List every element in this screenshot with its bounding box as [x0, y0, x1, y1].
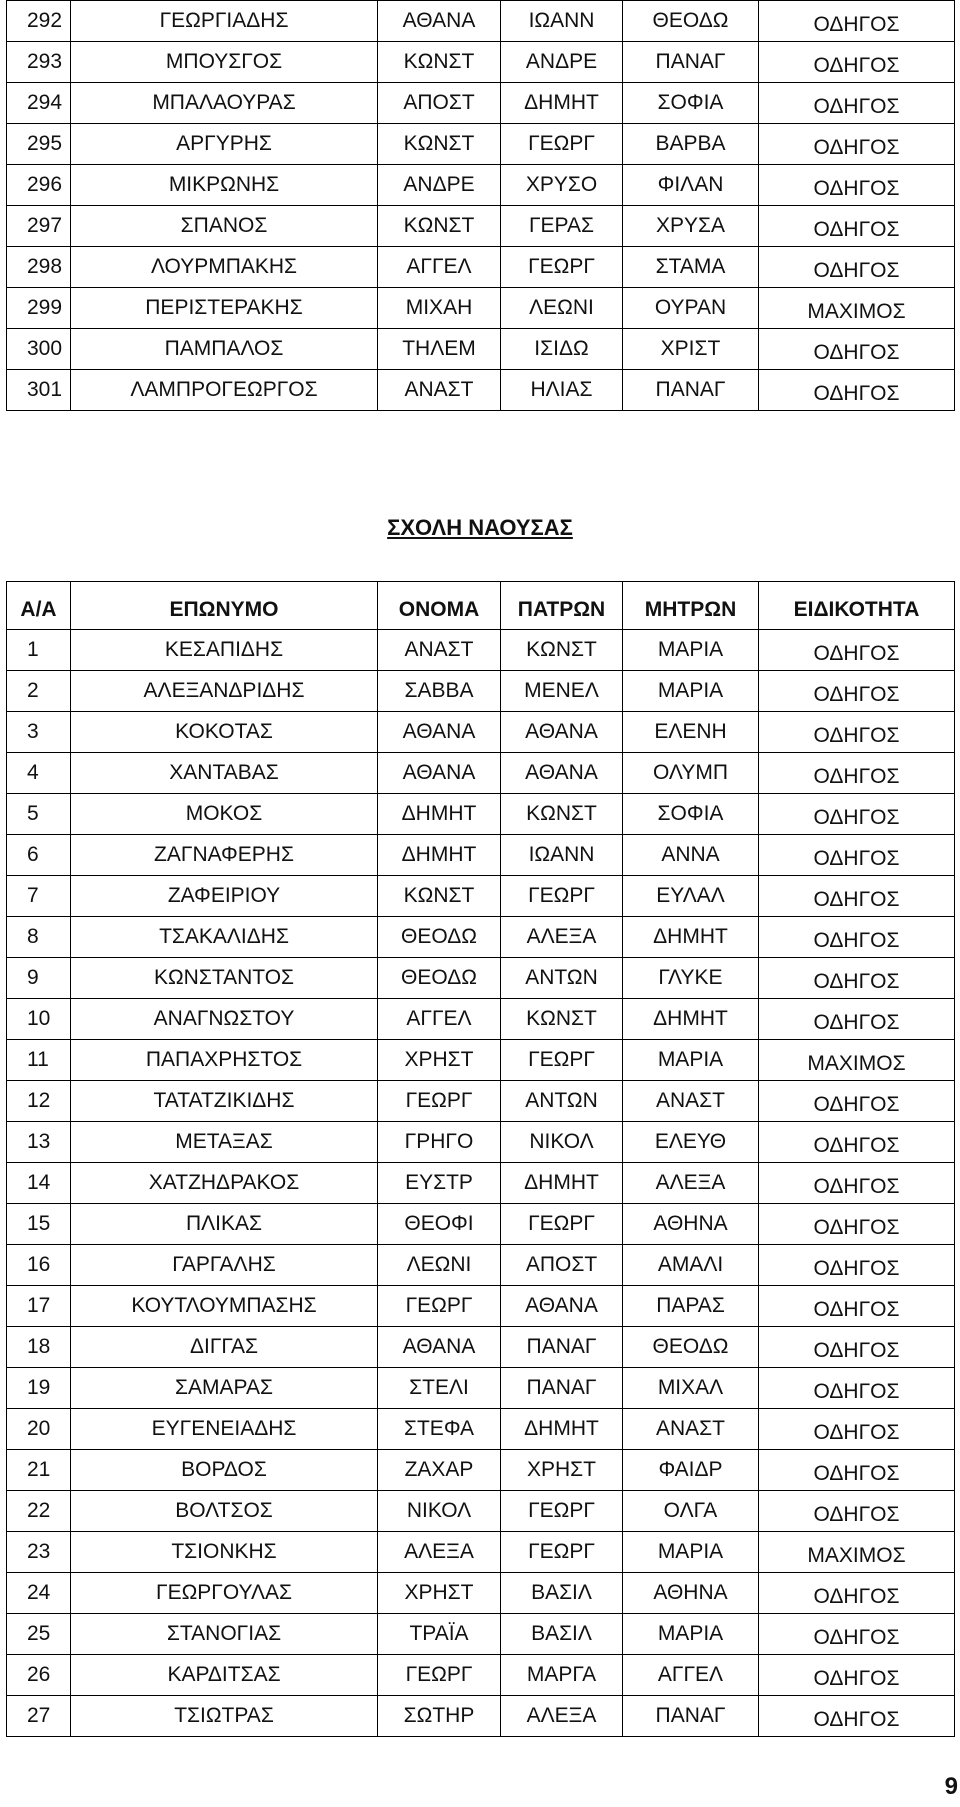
page-number: 9: [944, 1773, 958, 1800]
cell-surname: ΤΣΙΟΝΚΗΣ: [71, 1532, 378, 1573]
cell-surname: ΓΕΩΡΓΙΑΔΗΣ: [71, 1, 378, 42]
cell-first-name: ΘΕΟΔΩ: [378, 958, 501, 999]
cell-row-number: 5: [7, 794, 71, 835]
cell-row-number: 297: [7, 206, 71, 247]
cell-father-name: ΚΩΝΣΤ: [501, 630, 623, 671]
cell-specialty: ΜΑΧΙΜΟΣ: [759, 1040, 955, 1081]
cell-specialty: ΟΔΗΓΟΣ: [759, 124, 955, 165]
cell-mother-name: ΣΟΦΙΑ: [623, 794, 759, 835]
cell-mother-name: ΔΗΜΗΤ: [623, 917, 759, 958]
cell-first-name: ΧΡΗΣΤ: [378, 1573, 501, 1614]
cell-specialty: ΟΔΗΓΟΣ: [759, 1204, 955, 1245]
cell-mother-name: ΑΝΑΣΤ: [623, 1081, 759, 1122]
cell-specialty: ΟΔΗΓΟΣ: [759, 958, 955, 999]
school-table: [6, 581, 955, 1737]
cell-father-name: ΓΕΩΡΓ: [501, 1491, 623, 1532]
cell-specialty: ΟΔΗΓΟΣ: [759, 1081, 955, 1122]
cell-specialty: ΟΔΗΓΟΣ: [759, 1163, 955, 1204]
cell-mother-name: ΒΑΡΒΑ: [623, 124, 759, 165]
table-row: [7, 794, 955, 835]
table-row: [7, 1286, 955, 1327]
cell-first-name: ΑΠΟΣΤ: [378, 83, 501, 124]
cell-father-name: ΙΩΑΝΝ: [501, 835, 623, 876]
table-row: [7, 671, 955, 712]
cell-mother-name: ΣΟΦΙΑ: [623, 83, 759, 124]
cell-row-number: 6: [7, 835, 71, 876]
cell-mother-name: ΑΘΗΝΑ: [623, 1573, 759, 1614]
cell-row-number: 20: [7, 1409, 71, 1450]
cell-surname: ΜΕΤΑΞΑΣ: [71, 1122, 378, 1163]
header-row: [7, 582, 955, 630]
cell-father-name: ΧΡΥΣΟ: [501, 165, 623, 206]
cell-specialty: ΟΔΗΓΟΣ: [759, 1, 955, 42]
cell-mother-name: ΜΑΡΙΑ: [623, 630, 759, 671]
cell-mother-name: ΧΡΙΣΤ: [623, 329, 759, 370]
header-name: ΟΝΟΜΑ: [378, 582, 501, 630]
cell-father-name: ΔΗΜΗΤ: [501, 83, 623, 124]
cell-first-name: ΑΝΑΣΤ: [378, 370, 501, 411]
cell-father-name: ΠΑΝΑΓ: [501, 1368, 623, 1409]
table-row: [7, 165, 955, 206]
table-row: [7, 1245, 955, 1286]
cell-row-number: 298: [7, 247, 71, 288]
cell-father-name: ΚΩΝΣΤ: [501, 794, 623, 835]
cell-father-name: ΓΕΩΡΓ: [501, 876, 623, 917]
table-row: [7, 370, 955, 411]
cell-mother-name: ΟΛΓΑ: [623, 1491, 759, 1532]
cell-specialty: ΟΔΗΓΟΣ: [759, 1573, 955, 1614]
cell-mother-name: ΣΤΑΜΑ: [623, 247, 759, 288]
cell-row-number: 4: [7, 753, 71, 794]
cell-row-number: 15: [7, 1204, 71, 1245]
table-row: [7, 329, 955, 370]
cell-first-name: ΣΤΕΛΙ: [378, 1368, 501, 1409]
cell-father-name: ΙΣΙΔΩ: [501, 329, 623, 370]
cell-mother-name: ΜΑΡΙΑ: [623, 1040, 759, 1081]
table-row: [7, 1409, 955, 1450]
cell-specialty: ΟΔΗΓΟΣ: [759, 1614, 955, 1655]
cell-mother-name: ΕΛΕΝΗ: [623, 712, 759, 753]
table-row: [7, 1081, 955, 1122]
cell-surname: ΜΠΟΥΣΓΟΣ: [71, 42, 378, 83]
cell-father-name: ΑΘΑΝΑ: [501, 753, 623, 794]
table-row: [7, 835, 955, 876]
cell-specialty: ΟΔΗΓΟΣ: [759, 1122, 955, 1163]
cell-specialty: ΟΔΗΓΟΣ: [759, 1286, 955, 1327]
table-row: [7, 917, 955, 958]
cell-specialty: ΟΔΗΓΟΣ: [759, 1245, 955, 1286]
cell-surname: ΛΑΜΠΡΟΓΕΩΡΓΟΣ: [71, 370, 378, 411]
cell-father-name: ΓΕΩΡΓ: [501, 124, 623, 165]
cell-mother-name: ΑΛΕΞΑ: [623, 1163, 759, 1204]
cell-first-name: ΣΤΕΦΑ: [378, 1409, 501, 1450]
cell-row-number: 19: [7, 1368, 71, 1409]
table-row: [7, 630, 955, 671]
cell-surname: ΑΡΓΥΡΗΣ: [71, 124, 378, 165]
cell-father-name: ΒΑΣΙΛ: [501, 1573, 623, 1614]
cell-row-number: 16: [7, 1245, 71, 1286]
cell-mother-name: ΜΑΡΙΑ: [623, 1614, 759, 1655]
cell-father-name: ΒΑΣΙΛ: [501, 1614, 623, 1655]
table-row: [7, 124, 955, 165]
cell-father-name: ΓΕΡΑΣ: [501, 206, 623, 247]
cell-surname: ΠΑΠΑΧΡΗΣΤΟΣ: [71, 1040, 378, 1081]
cell-specialty: ΟΔΗΓΟΣ: [759, 753, 955, 794]
cell-mother-name: ΕΥΛΑΛ: [623, 876, 759, 917]
cell-row-number: 24: [7, 1573, 71, 1614]
cell-first-name: ΚΩΝΣΤ: [378, 42, 501, 83]
cell-mother-name: ΑΝΑΣΤ: [623, 1409, 759, 1450]
cell-surname: ΓΕΩΡΓΟΥΛΑΣ: [71, 1573, 378, 1614]
table-row: [7, 1696, 955, 1737]
cell-surname: ΚΕΣΑΠΙΔΗΣ: [71, 630, 378, 671]
cell-first-name: ΑΝΔΡΕ: [378, 165, 501, 206]
cell-specialty: ΟΔΗΓΟΣ: [759, 1491, 955, 1532]
header-surname: ΕΠΩΝΥΜΟ: [71, 582, 378, 630]
cell-father-name: ΔΗΜΗΤ: [501, 1163, 623, 1204]
cell-father-name: ΑΝΤΩΝ: [501, 958, 623, 999]
cell-mother-name: ΠΑΝΑΓ: [623, 1696, 759, 1737]
cell-first-name: ΔΗΜΗΤ: [378, 794, 501, 835]
cell-mother-name: ΦΙΛΑΝ: [623, 165, 759, 206]
cell-row-number: 18: [7, 1327, 71, 1368]
cell-father-name: ΝΙΚΟΛ: [501, 1122, 623, 1163]
cell-specialty: ΟΔΗΓΟΣ: [759, 671, 955, 712]
cell-specialty: ΟΔΗΓΟΣ: [759, 630, 955, 671]
table-row: [7, 42, 955, 83]
cell-specialty: ΜΑΧΙΜΟΣ: [759, 1532, 955, 1573]
cell-mother-name: ΑΝΝΑ: [623, 835, 759, 876]
cell-row-number: 17: [7, 1286, 71, 1327]
cell-mother-name: ΔΗΜΗΤ: [623, 999, 759, 1040]
cell-first-name: ΑΘΑΝΑ: [378, 1, 501, 42]
cell-mother-name: ΜΙΧΑΛ: [623, 1368, 759, 1409]
table-row: [7, 1450, 955, 1491]
cell-surname: ΚΑΡΔΙΤΣΑΣ: [71, 1655, 378, 1696]
cell-father-name: ΓΕΩΡΓ: [501, 1040, 623, 1081]
cell-father-name: ΑΝΔΡΕ: [501, 42, 623, 83]
cell-father-name: ΛΕΩΝΙ: [501, 288, 623, 329]
table-row: [7, 1532, 955, 1573]
cell-first-name: ΑΘΑΝΑ: [378, 712, 501, 753]
cell-mother-name: ΘΕΟΔΩ: [623, 1327, 759, 1368]
cell-mother-name: ΑΜΑΛΙ: [623, 1245, 759, 1286]
cell-first-name: ΘΕΟΦΙ: [378, 1204, 501, 1245]
cell-first-name: ΔΗΜΗΤ: [378, 835, 501, 876]
cell-row-number: 21: [7, 1450, 71, 1491]
cell-first-name: ΓΕΩΡΓ: [378, 1655, 501, 1696]
cell-mother-name: ΕΛΕΥΘ: [623, 1122, 759, 1163]
cell-specialty: ΟΔΗΓΟΣ: [759, 247, 955, 288]
cell-first-name: ΓΕΩΡΓ: [378, 1286, 501, 1327]
cell-mother-name: ΑΓΓΕΛ: [623, 1655, 759, 1696]
cell-surname: ΖΑΦΕΙΡΙΟΥ: [71, 876, 378, 917]
cell-row-number: 25: [7, 1614, 71, 1655]
cell-surname: ΜΙΚΡΩΝΗΣ: [71, 165, 378, 206]
cell-father-name: ΗΛΙΑΣ: [501, 370, 623, 411]
table-row: [7, 1491, 955, 1532]
school-table-body: [7, 630, 955, 1737]
cell-father-name: ΓΕΩΡΓ: [501, 1532, 623, 1573]
table-row: [7, 958, 955, 999]
cell-row-number: 12: [7, 1081, 71, 1122]
cell-first-name: ΓΡΗΓΟ: [378, 1122, 501, 1163]
header-mother: ΜΗΤΡΩΝ: [623, 582, 759, 630]
cell-surname: ΣΤΑΝΟΓΙΑΣ: [71, 1614, 378, 1655]
cell-surname: ΠΛΙΚΑΣ: [71, 1204, 378, 1245]
cell-specialty: ΟΔΗΓΟΣ: [759, 1450, 955, 1491]
cell-first-name: ΣΑΒΒΑ: [378, 671, 501, 712]
cell-specialty: ΜΑΧΙΜΟΣ: [759, 288, 955, 329]
cell-father-name: ΑΛΕΞΑ: [501, 1696, 623, 1737]
cell-father-name: ΑΘΑΝΑ: [501, 1286, 623, 1327]
cell-surname: ΔΙΓΓΑΣ: [71, 1327, 378, 1368]
cell-row-number: 294: [7, 83, 71, 124]
cell-mother-name: ΑΘΗΝΑ: [623, 1204, 759, 1245]
cell-row-number: 27: [7, 1696, 71, 1737]
cell-father-name: ΑΘΑΝΑ: [501, 712, 623, 753]
header-aa: Α/Α: [7, 582, 71, 630]
cell-first-name: ΖΑΧΑΡ: [378, 1450, 501, 1491]
cell-specialty: ΟΔΗΓΟΣ: [759, 165, 955, 206]
cell-row-number: 296: [7, 165, 71, 206]
cell-specialty: ΟΔΗΓΟΣ: [759, 206, 955, 247]
table-row: [7, 876, 955, 917]
header-specialty: ΕΙΔΙΚΟΤΗΤΑ: [759, 582, 955, 630]
cell-father-name: ΠΑΝΑΓ: [501, 1327, 623, 1368]
cell-father-name: ΧΡΗΣΤ: [501, 1450, 623, 1491]
cell-surname: ΣΑΜΑΡΑΣ: [71, 1368, 378, 1409]
cell-first-name: ΓΕΩΡΓ: [378, 1081, 501, 1122]
cell-specialty: ΟΔΗΓΟΣ: [759, 712, 955, 753]
cell-specialty: ΟΔΗΓΟΣ: [759, 1409, 955, 1450]
cell-first-name: ΜΙΧΑΗ: [378, 288, 501, 329]
cell-surname: ΜΠΑΛΑΟΥΡΑΣ: [71, 83, 378, 124]
cell-mother-name: ΧΡΥΣΑ: [623, 206, 759, 247]
cell-specialty: ΟΔΗΓΟΣ: [759, 999, 955, 1040]
table-row: [7, 1368, 955, 1409]
cell-row-number: 2: [7, 671, 71, 712]
cell-surname: ΤΑΤΑΤΖΙΚΙΔΗΣ: [71, 1081, 378, 1122]
cell-first-name: ΑΘΑΝΑ: [378, 753, 501, 794]
cell-row-number: 11: [7, 1040, 71, 1081]
cell-surname: ΚΟΚΟΤΑΣ: [71, 712, 378, 753]
continuation-table-body: [7, 1, 955, 411]
cell-surname: ΣΠΑΝΟΣ: [71, 206, 378, 247]
cell-mother-name: ΟΛΥΜΠ: [623, 753, 759, 794]
cell-father-name: ΑΝΤΩΝ: [501, 1081, 623, 1122]
cell-row-number: 299: [7, 288, 71, 329]
cell-father-name: ΜΕΝΕΛ: [501, 671, 623, 712]
cell-row-number: 293: [7, 42, 71, 83]
cell-first-name: ΤΗΛΕΜ: [378, 329, 501, 370]
table-row: [7, 1, 955, 42]
cell-surname: ΤΣΙΩΤΡΑΣ: [71, 1696, 378, 1737]
cell-mother-name: ΟΥΡΑΝ: [623, 288, 759, 329]
cell-father-name: ΔΗΜΗΤ: [501, 1409, 623, 1450]
cell-surname: ΒΟΡΔΟΣ: [71, 1450, 378, 1491]
cell-first-name: ΤΡΑΪΑ: [378, 1614, 501, 1655]
cell-first-name: ΑΓΓΕΛ: [378, 247, 501, 288]
cell-surname: ΜΟΚΟΣ: [71, 794, 378, 835]
cell-row-number: 8: [7, 917, 71, 958]
cell-specialty: ΟΔΗΓΟΣ: [759, 876, 955, 917]
cell-surname: ΧΑΤΖΗΔΡΑΚΟΣ: [71, 1163, 378, 1204]
cell-first-name: ΚΩΝΣΤ: [378, 876, 501, 917]
cell-specialty: ΟΔΗΓΟΣ: [759, 835, 955, 876]
cell-specialty: ΟΔΗΓΟΣ: [759, 794, 955, 835]
cell-row-number: 26: [7, 1655, 71, 1696]
cell-father-name: ΜΑΡΓΑ: [501, 1655, 623, 1696]
cell-first-name: ΘΕΟΔΩ: [378, 917, 501, 958]
cell-row-number: 1: [7, 630, 71, 671]
cell-specialty: ΟΔΗΓΟΣ: [759, 1655, 955, 1696]
cell-first-name: ΧΡΗΣΤ: [378, 1040, 501, 1081]
cell-surname: ΓΑΡΓΑΛΗΣ: [71, 1245, 378, 1286]
cell-surname: ΛΟΥΡΜΠΑΚΗΣ: [71, 247, 378, 288]
header-father: ΠΑΤΡΩΝ: [501, 582, 623, 630]
table-row: [7, 1327, 955, 1368]
cell-father-name: ΓΕΩΡΓ: [501, 247, 623, 288]
cell-row-number: 9: [7, 958, 71, 999]
table-row: [7, 1614, 955, 1655]
cell-surname: ΧΑΝΤΑΒΑΣ: [71, 753, 378, 794]
cell-mother-name: ΠΑΝΑΓ: [623, 42, 759, 83]
cell-surname: ΑΝΑΓΝΩΣΤΟΥ: [71, 999, 378, 1040]
cell-surname: ΠΕΡΙΣΤΕΡΑΚΗΣ: [71, 288, 378, 329]
table-row: [7, 288, 955, 329]
cell-first-name: ΛΕΩΝΙ: [378, 1245, 501, 1286]
cell-row-number: 292: [7, 1, 71, 42]
cell-father-name: ΙΩΑΝΝ: [501, 1, 623, 42]
cell-specialty: ΟΔΗΓΟΣ: [759, 1696, 955, 1737]
table-row: [7, 1122, 955, 1163]
cell-mother-name: ΘΕΟΔΩ: [623, 1, 759, 42]
cell-surname: ΠΑΜΠΑΛΟΣ: [71, 329, 378, 370]
cell-row-number: 10: [7, 999, 71, 1040]
cell-first-name: ΝΙΚΟΛ: [378, 1491, 501, 1532]
cell-specialty: ΟΔΗΓΟΣ: [759, 42, 955, 83]
cell-first-name: ΚΩΝΣΤ: [378, 124, 501, 165]
table-row: [7, 753, 955, 794]
cell-mother-name: ΠΑΡΑΣ: [623, 1286, 759, 1327]
cell-first-name: ΑΝΑΣΤ: [378, 630, 501, 671]
cell-father-name: ΚΩΝΣΤ: [501, 999, 623, 1040]
table-row: [7, 1163, 955, 1204]
cell-specialty: ΟΔΗΓΟΣ: [759, 917, 955, 958]
cell-mother-name: ΓΛΥΚΕ: [623, 958, 759, 999]
cell-first-name: ΑΘΑΝΑ: [378, 1327, 501, 1368]
cell-surname: ΚΩΝΣΤΑΝΤΟΣ: [71, 958, 378, 999]
cell-specialty: ΟΔΗΓΟΣ: [759, 329, 955, 370]
table-row: [7, 83, 955, 124]
table-row: [7, 1040, 955, 1081]
table-row: [7, 712, 955, 753]
cell-surname: ΑΛΕΞΑΝΔΡΙΔΗΣ: [71, 671, 378, 712]
cell-specialty: ΟΔΗΓΟΣ: [759, 370, 955, 411]
table-row: [7, 247, 955, 288]
cell-first-name: ΑΛΕΞΑ: [378, 1532, 501, 1573]
cell-father-name: ΓΕΩΡΓ: [501, 1204, 623, 1245]
cell-row-number: 295: [7, 124, 71, 165]
cell-surname: ΤΣΑΚΑΛΙΔΗΣ: [71, 917, 378, 958]
table-row: [7, 1204, 955, 1245]
cell-row-number: 13: [7, 1122, 71, 1163]
table-row: [7, 206, 955, 247]
cell-row-number: 3: [7, 712, 71, 753]
cell-surname: ΖΑΓΝΑΦΕΡΗΣ: [71, 835, 378, 876]
table-row: [7, 1573, 955, 1614]
cell-surname: ΕΥΓΕΝΕΙΑΔΗΣ: [71, 1409, 378, 1450]
cell-surname: ΒΟΛΤΣΟΣ: [71, 1491, 378, 1532]
section-title: ΣΧΟΛΗ ΝΑΟΥΣΑΣ: [387, 515, 573, 540]
cell-row-number: 14: [7, 1163, 71, 1204]
cell-specialty: ΟΔΗΓΟΣ: [759, 1327, 955, 1368]
cell-specialty: ΟΔΗΓΟΣ: [759, 83, 955, 124]
cell-specialty: ΟΔΗΓΟΣ: [759, 1368, 955, 1409]
cell-mother-name: ΠΑΝΑΓ: [623, 370, 759, 411]
cell-mother-name: ΜΑΡΙΑ: [623, 671, 759, 712]
cell-mother-name: ΦΑΙΔΡ: [623, 1450, 759, 1491]
cell-row-number: 22: [7, 1491, 71, 1532]
cell-first-name: ΑΓΓΕΛ: [378, 999, 501, 1040]
table-row: [7, 999, 955, 1040]
cell-first-name: ΕΥΣΤΡ: [378, 1163, 501, 1204]
cell-row-number: 7: [7, 876, 71, 917]
table-row: [7, 1655, 955, 1696]
cell-row-number: 23: [7, 1532, 71, 1573]
continuation-table: [6, 0, 955, 411]
cell-first-name: ΚΩΝΣΤ: [378, 206, 501, 247]
cell-surname: ΚΟΥΤΛΟΥΜΠΑΣΗΣ: [71, 1286, 378, 1327]
cell-father-name: ΑΛΕΞΑ: [501, 917, 623, 958]
cell-row-number: 300: [7, 329, 71, 370]
cell-mother-name: ΜΑΡΙΑ: [623, 1532, 759, 1573]
cell-father-name: ΑΠΟΣΤ: [501, 1245, 623, 1286]
cell-row-number: 301: [7, 370, 71, 411]
cell-first-name: ΣΩΤΗΡ: [378, 1696, 501, 1737]
